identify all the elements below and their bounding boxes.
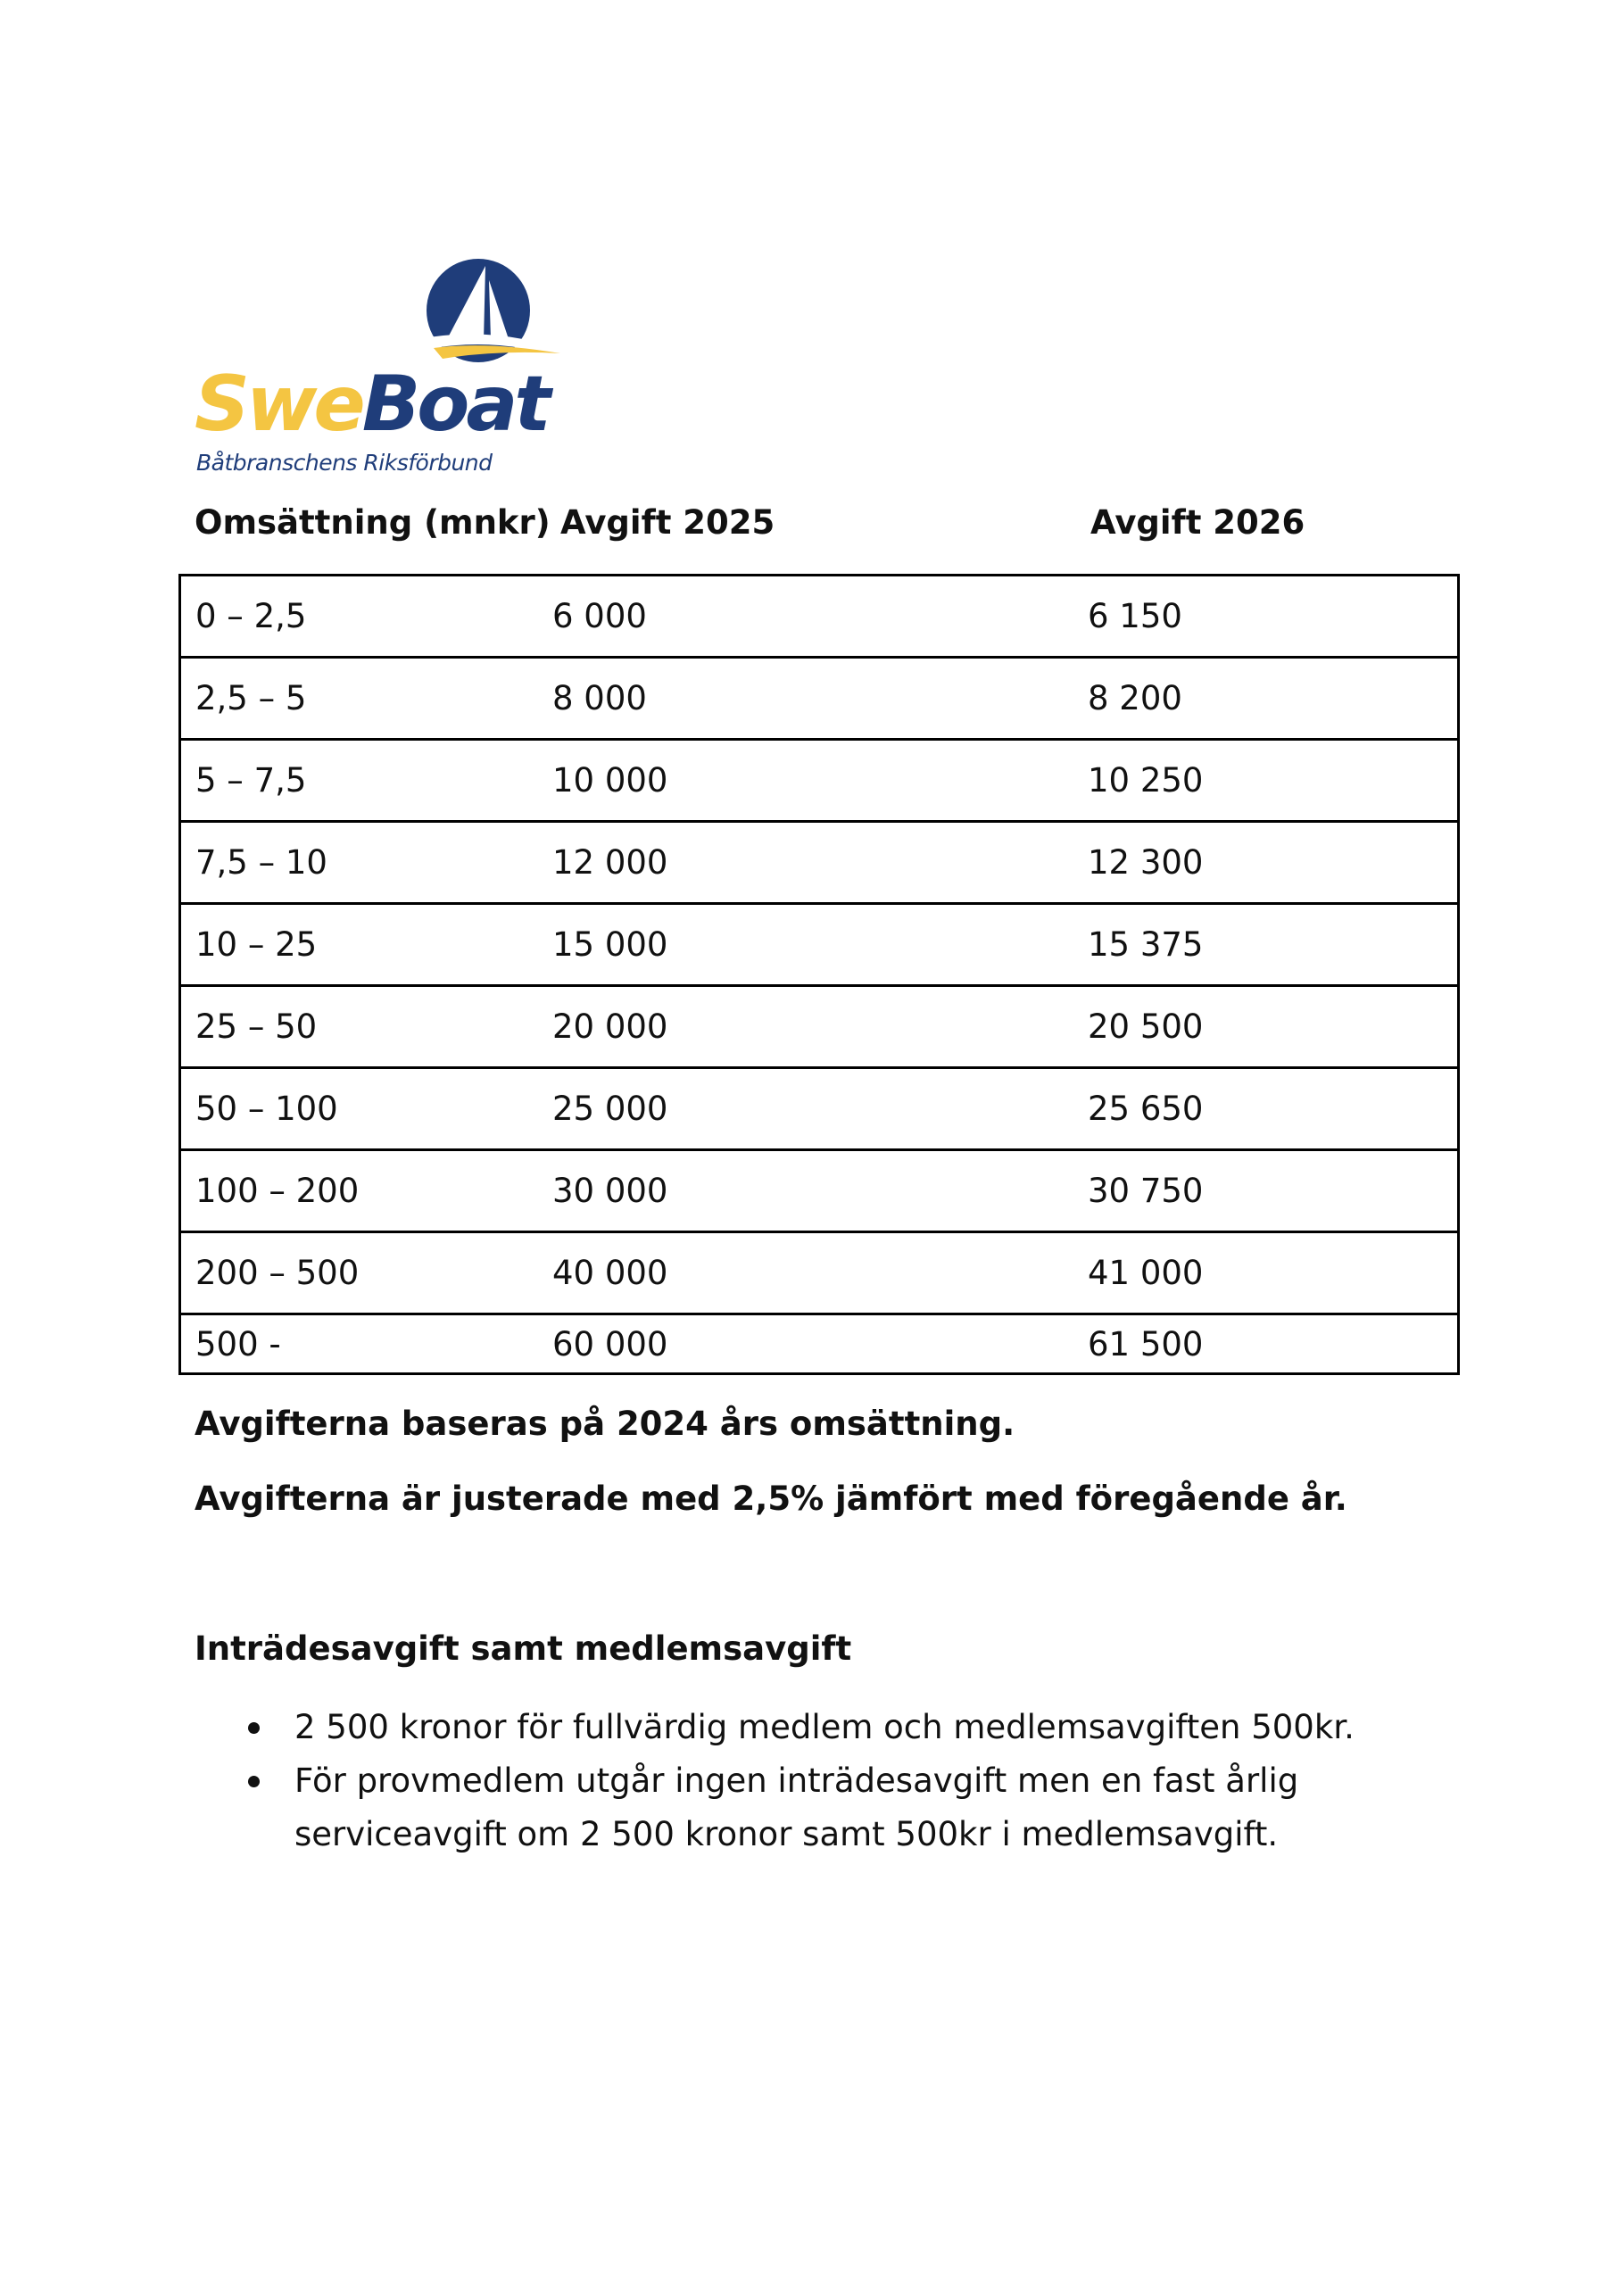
sailboat-emblem-icon: [416, 255, 563, 371]
cell-turnover: 500 -: [195, 1324, 281, 1364]
cell-fee-2026: 25 650: [1073, 1068, 1459, 1150]
table-row: [180, 576, 1459, 658]
logo-word-swe: Swe: [195, 360, 362, 449]
note-basis: Avgifterna baseras på 2024 års omsättning.: [195, 1405, 1015, 1443]
list-item-text: 2 500 kronor för fullvärdig medlem och medlemsavgiften 500kr.: [294, 1708, 1355, 1746]
cell-turnover: 7,5 – 10: [180, 822, 541, 904]
logo-tagline: Båtbranschens Riksförbund: [196, 450, 493, 476]
cell-fee-2026: 10 250: [1073, 740, 1459, 822]
table-row: [180, 986, 1459, 1068]
cell-turnover: 10 – 25: [180, 904, 541, 986]
cell-fee-2026: 15 375: [1073, 904, 1459, 986]
header-turnover: Omsättning (mnkr): [195, 503, 551, 542]
cell-turnover: 200 – 500: [180, 1232, 541, 1314]
table-row: [180, 1068, 1459, 1150]
cell-fee-2025: 25 000: [540, 1068, 1073, 1150]
cell-fee-2025: 30 000: [540, 1150, 1073, 1232]
list-item: [241, 1701, 1401, 1754]
list-item: [241, 1754, 1401, 1861]
cell-fee-2026: 61 500: [1088, 1324, 1204, 1364]
cell-fee-2025: 60 000: [552, 1324, 668, 1364]
note-adjustment: Avgifterna är justerade med 2,5% jämfört med föregående år.: [195, 1480, 1347, 1518]
cell-turnover: 50 – 100: [180, 1068, 541, 1150]
cell-fee-2025: 12 000: [540, 822, 1073, 904]
cell-turnover: 25 – 50: [180, 986, 541, 1068]
entry-fee-list: [241, 1701, 1401, 1861]
logo-word-boat: Boat: [361, 360, 548, 449]
cell-fee-2025: 10 000: [540, 740, 1073, 822]
cell-turnover: 100 – 200: [180, 1150, 541, 1232]
section-title-entry-fee: Inträdesavgift samt medlemsavgift: [195, 1629, 852, 1668]
table-row: [180, 658, 1459, 740]
cell-fee-2026: 30 750: [1073, 1150, 1459, 1232]
cell-fee-2026: 20 500: [1073, 986, 1459, 1068]
table-row: [180, 822, 1459, 904]
list-item-text: För provmedlem utgår ingen inträdesavgift men en fast årlig serviceavgift om 2 500 kronor samt 500kr i medlemsavgift.: [294, 1761, 1299, 1853]
logo-wordmark: [195, 360, 548, 449]
header-fee-2025: Avgift 2025: [560, 503, 775, 542]
cell-fee-2026: 8 200: [1073, 658, 1459, 740]
header-fee-2026: Avgift 2026: [1090, 503, 1305, 542]
cell-turnover: 5 – 7,5: [180, 740, 541, 822]
table-row: [180, 1150, 1459, 1232]
cell-turnover: 2,5 – 5: [180, 658, 541, 740]
fee-table: [178, 574, 1460, 1375]
cell-fee-2025: 15 000: [540, 904, 1073, 986]
cell-fee-2026: 41 000: [1073, 1232, 1459, 1314]
table-row: [180, 1232, 1459, 1314]
cell-fee-2026: 6 150: [1073, 576, 1459, 658]
bullet-icon: [248, 1776, 260, 1787]
cell-fee-2025: 8 000: [540, 658, 1073, 740]
cell-fee-2025: 20 000: [540, 986, 1073, 1068]
table-row: [180, 904, 1459, 986]
cell-fee-2026: 12 300: [1073, 822, 1459, 904]
cell-fee-2025: 6 000: [540, 576, 1073, 658]
table-row: [180, 1314, 1459, 1374]
cell-fee-2025: 40 000: [540, 1232, 1073, 1314]
table-row: [180, 740, 1459, 822]
cell-turnover: 0 – 2,5: [180, 576, 541, 658]
bullet-icon: [248, 1722, 260, 1734]
sweboat-logo: [193, 252, 568, 484]
